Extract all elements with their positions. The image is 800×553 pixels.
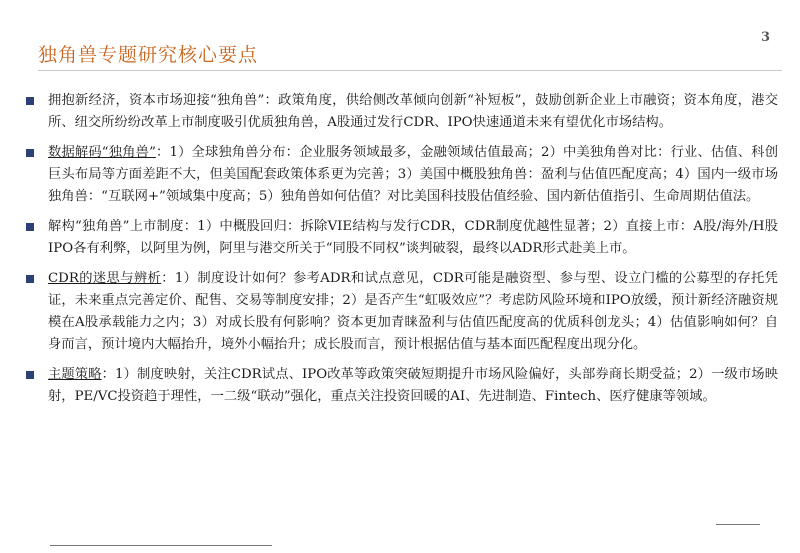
bullet-text: 拥抱新经济，资本市场迎接“独角兽”：政策角度，供给侧改革倾向创新“补短板”，鼓励创新企业上市融资；资本角度，港交所、纽交所纷纷改革上市制度吸引优质独角兽，A股通过发行CDR、IPO快速通道未来有望优化市场结构。 [48,93,778,130]
bullet-text: ：1）制度设计如何？参考ADR和试点意见，CDR可能是融资型、参与型、设立门槛的公募型的存托凭证，未来重点完善定价、配售、交易等制度安排；2）是否产生“虹吸效应”？考虑防风险环境和IPO放缓，预计新经济融资规模在A股承载能力之内；3）对成长股有何影响？资本更加青睐盈利与估值匹配度高的优质科创龙头；4）估值影响如何？自身而言，预计境内大幅抬升，境外小幅抬升；成长股而言，预计根据估值与基本面匹配程度出现分化。 [48,271,778,352]
bullet-text: ：1）全球独角兽分布：企业服务领域最多，金融领域估值最高；2）中美独角兽对比：行业、估值、科创巨头布局等方面差距不大，但美国配套政策体系更为完善；3）美国中概股独角兽：盈利与估值匹配度高；4）国内一级市场独角兽：“互联网+”领域集中度高；5）独角兽如何估值？对比美国科技股估值经验、国内新估值指引、生命周期估值法。 [48,145,778,204]
bullet-square-icon [26,371,34,379]
bullet-lead: 数据解码“独角兽” [48,145,156,160]
bullet-square-icon [26,275,34,283]
bullet-square-icon [26,97,34,105]
bullet-text: ：1）制度映射，关注CDR试点、IPO改革等政策突破短期提升市场风险偏好，头部券商长期受益；2）一级市场映射，PE/VC投资趋于理性，一二级“联动”强化，重点关注投资回暖的AI、先进制造、Fintech、医疗健康等领域。 [48,367,778,404]
page-title: 独角兽专题研究核心要点 [38,44,259,66]
bullet-square-icon [26,223,34,231]
bullet-square-icon [26,149,34,157]
bullet-lead: 主题策略 [48,367,102,382]
key-points-list [26,90,778,416]
bullet-data-decoding [26,142,778,208]
bullet-cdr-analysis [26,268,778,356]
footer-divider-left [50,545,272,546]
bullet-theme-strategy [26,364,778,408]
title-divider [38,70,782,71]
bullet-new-economy [26,90,778,134]
bullet-lead: CDR的迷思与辨析 [48,271,162,286]
bullet-listing-system [26,216,778,260]
page-number: 3 [760,30,770,45]
bullet-text: 解构“独角兽”上市制度：1）中概股回归：拆除VIE结构与发行CDR，CDR制度优越性显著；2）直接上市：A股/海外/H股IPO各有利弊，以阿里为例，阿里与港交所关于“同股不同权”谈判破裂，最终以ADR形式赴美上市。 [48,219,778,256]
footer-divider-right [716,524,760,525]
